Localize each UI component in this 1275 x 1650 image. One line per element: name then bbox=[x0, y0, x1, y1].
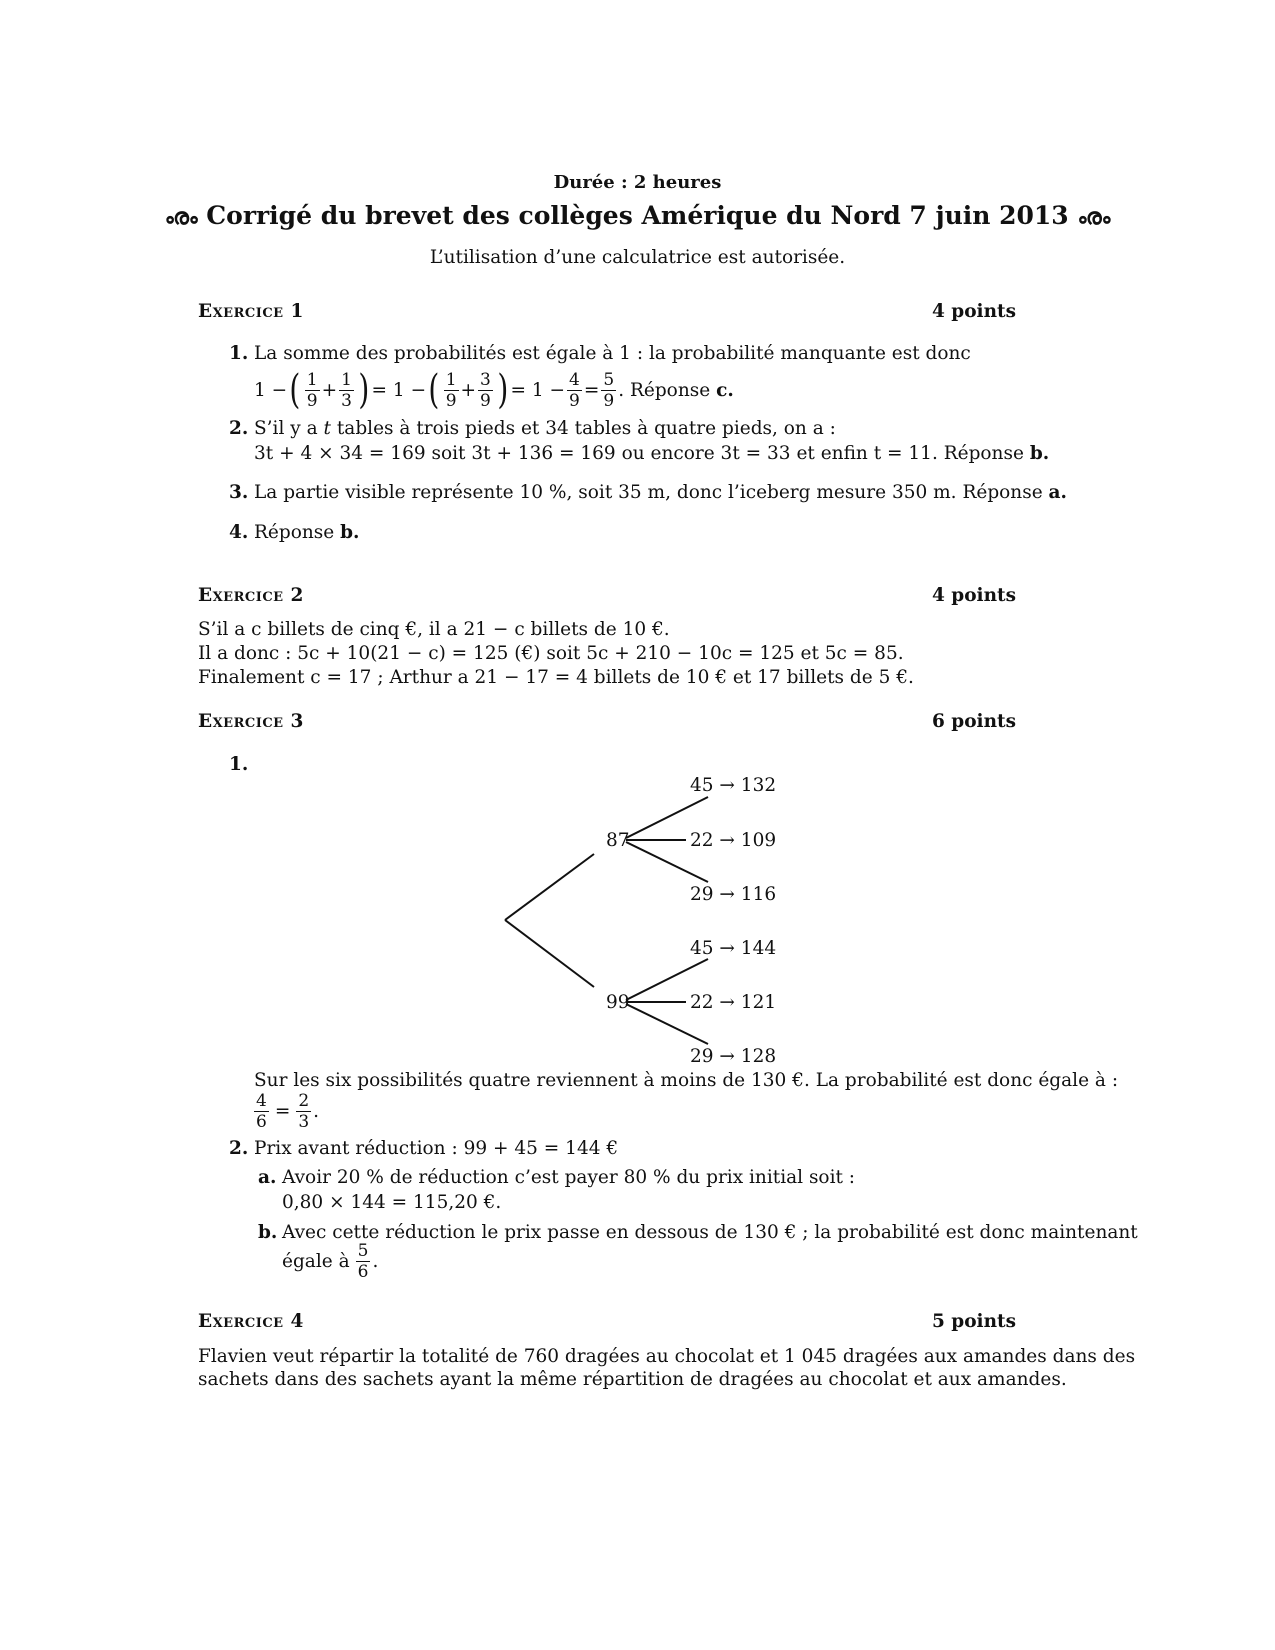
tree-node: 87 bbox=[606, 830, 630, 851]
ex4-points: 5 points bbox=[931, 1311, 1016, 1332]
ex2-points: 4 points bbox=[931, 585, 1016, 606]
answer: c. bbox=[716, 379, 734, 401]
text: Réponse bbox=[254, 522, 335, 543]
tree-leaf: 45 → 132 bbox=[690, 775, 777, 796]
ex1-q3-num: 3. bbox=[229, 482, 249, 503]
answer: a. bbox=[1048, 482, 1067, 503]
tree-branch bbox=[505, 920, 594, 987]
tree-branch bbox=[505, 854, 594, 920]
ex1-points: 4 points bbox=[931, 301, 1016, 322]
denominator: 9 bbox=[603, 390, 615, 411]
subtitle: L’utilisation d’une calculatrice est autorisée. bbox=[429, 247, 846, 268]
text: S’il y a bbox=[254, 418, 318, 439]
denominator: 9 bbox=[569, 390, 580, 411]
ex1-q2-text bbox=[254, 418, 836, 439]
denominator: 3 bbox=[341, 390, 352, 411]
fraction bbox=[296, 1091, 311, 1132]
tree-leaf: 22 → 121 bbox=[690, 992, 777, 1013]
ex1-title: Exercice 1 bbox=[198, 301, 304, 322]
ex3-points: 6 points bbox=[931, 711, 1016, 732]
fraction bbox=[356, 1241, 371, 1282]
fraction bbox=[601, 370, 616, 411]
formula-part: = bbox=[583, 379, 600, 401]
ex3-q1-num: 1. bbox=[229, 754, 249, 775]
numerator: 4 bbox=[256, 1091, 267, 1111]
denominator: 9 bbox=[306, 390, 318, 411]
title-text: Corrigé du brevet des collèges Amérique du Nord 7 juin 2013 bbox=[206, 201, 1069, 230]
numerator: 1 bbox=[341, 369, 352, 390]
tree-leaf: 29 → 128 bbox=[690, 1046, 777, 1067]
ex3-conclusion: Sur les six possibilités quatre reviennent à moins de 130 €. La probabilité est donc égale à : bbox=[254, 1070, 1119, 1091]
ex3-b-line1: Avec cette réduction le prix passe en dessous de 130 € ; la probabilité est donc maintenant bbox=[282, 1222, 1138, 1243]
fraction bbox=[254, 1091, 269, 1132]
page-title bbox=[0, 201, 1275, 230]
fraction bbox=[339, 370, 354, 411]
fraction bbox=[305, 370, 320, 411]
text: égale à bbox=[282, 1251, 350, 1272]
right-ornament-icon: ൟ bbox=[1077, 204, 1111, 230]
ex3-a-line1: Avoir 20 % de réduction c’est payer 80 % du prix initial soit : bbox=[282, 1167, 856, 1188]
numerator: 3 bbox=[480, 369, 491, 390]
fraction bbox=[478, 370, 493, 411]
ex3-title: Exercice 3 bbox=[198, 711, 304, 732]
ex2-title: Exercice 2 bbox=[198, 585, 304, 606]
numerator: 4 bbox=[569, 369, 580, 390]
tree-leaf: 29 → 116 bbox=[690, 884, 777, 905]
formula-part: = 1 − bbox=[510, 379, 566, 401]
period: . bbox=[372, 1251, 379, 1272]
answer: b. bbox=[340, 522, 360, 543]
numerator: 1 bbox=[445, 369, 457, 390]
numerator: 2 bbox=[298, 1091, 310, 1111]
tree-node: 99 bbox=[606, 992, 630, 1013]
denominator: 6 bbox=[256, 1112, 267, 1132]
left-paren: ( bbox=[428, 367, 440, 413]
ex3-a-label: a. bbox=[258, 1167, 277, 1188]
answer-prefix: . Réponse bbox=[618, 379, 711, 401]
ex1-q4-num: 4. bbox=[229, 522, 249, 543]
right-paren: ) bbox=[497, 367, 509, 413]
answer: b. bbox=[1029, 443, 1050, 464]
fraction bbox=[567, 370, 582, 411]
ex1-q2-num: 2. bbox=[229, 418, 249, 439]
denominator: 3 bbox=[298, 1112, 310, 1132]
ex3-b-line2 bbox=[282, 1241, 378, 1282]
denominator: 6 bbox=[357, 1262, 369, 1282]
ex1-q1-text: La somme des probabilités est égale à 1 : la probabilité manquante est donc bbox=[254, 343, 971, 364]
ex4-line2: sachets dans des sachets ayant la même répartition de dragées au chocolat et aux amandes. bbox=[198, 1369, 1067, 1390]
formula-part: 1 − bbox=[254, 379, 288, 401]
text: tables à trois pieds et 34 tables à quatre pieds, on a : bbox=[336, 418, 836, 439]
tree-leaf: 22 → 109 bbox=[690, 830, 777, 851]
ex3-q2-num: 2. bbox=[229, 1138, 249, 1159]
fraction bbox=[444, 370, 459, 411]
ex3-b-label: b. bbox=[258, 1222, 278, 1243]
denominator: 9 bbox=[445, 390, 457, 411]
ex2-line3: Finalement c = 17 ; Arthur a 21 − 17 = 4 billets de 10 € et 17 billets de 5 €. bbox=[198, 667, 914, 688]
denominator: 9 bbox=[480, 390, 491, 411]
formula-part: = 1 − bbox=[371, 379, 427, 401]
equals: = bbox=[274, 1101, 291, 1122]
ex1-q1-formula: 1 − ( $\frac{1}{9}$ + $\frac{1}{3}$ ) = 1 − ( $\frac{1}{9}$ + $\frac{3}{9}$ ) = 1 − $\frac{4}{9}$ = $\frac{5}{9}$ . Réponse c. bbox=[254, 367, 734, 413]
ex4-title: Exercice 4 bbox=[198, 1311, 304, 1332]
numerator: 1 bbox=[306, 369, 318, 390]
numerator: 5 bbox=[357, 1241, 369, 1261]
ex4-line1: Flavien veut répartir la totalité de 760 dragées au chocolat et 1 045 dragées aux amandes dans des bbox=[198, 1346, 1136, 1367]
period: . bbox=[313, 1101, 320, 1122]
text: 3t + 4 × 34 = 169 soit 3t + 136 = 169 ou encore 3t = 33 et enfin t = 11. Réponse bbox=[254, 443, 1024, 464]
ex1-q2-line bbox=[254, 443, 1049, 464]
ex2-line1: S’il a c billets de cinq €, il a 21 − c billets de 10 €. bbox=[198, 619, 670, 640]
text: La partie visible représente 10 %, soit 35 m, donc l’iceberg mesure 350 m. Réponse bbox=[254, 482, 1043, 503]
right-paren: ) bbox=[358, 367, 370, 413]
duration: Durée : 2 heures bbox=[553, 172, 722, 193]
ex3-q2-text: Prix avant réduction : 99 + 45 = 144 € bbox=[254, 1138, 619, 1159]
ex1-q3-text bbox=[254, 482, 1067, 503]
ex2-line2: Il a donc : 5c + 10(21 − c) = 125 (€) soit 5c + 210 − 10c = 125 et 5c = 85. bbox=[198, 643, 904, 664]
left-paren: ( bbox=[289, 367, 301, 413]
numerator: 5 bbox=[603, 369, 615, 390]
ex1-q4-text bbox=[254, 522, 360, 543]
tree-leaf: 45 → 144 bbox=[690, 938, 777, 959]
left-ornament-icon: ൟ bbox=[164, 204, 198, 230]
ex3-probability bbox=[252, 1091, 319, 1132]
variable: t bbox=[323, 418, 331, 439]
ex3-a-line2: 0,80 × 144 = 115,20 €. bbox=[282, 1192, 502, 1213]
ex1-q1-num: 1. bbox=[229, 343, 249, 364]
